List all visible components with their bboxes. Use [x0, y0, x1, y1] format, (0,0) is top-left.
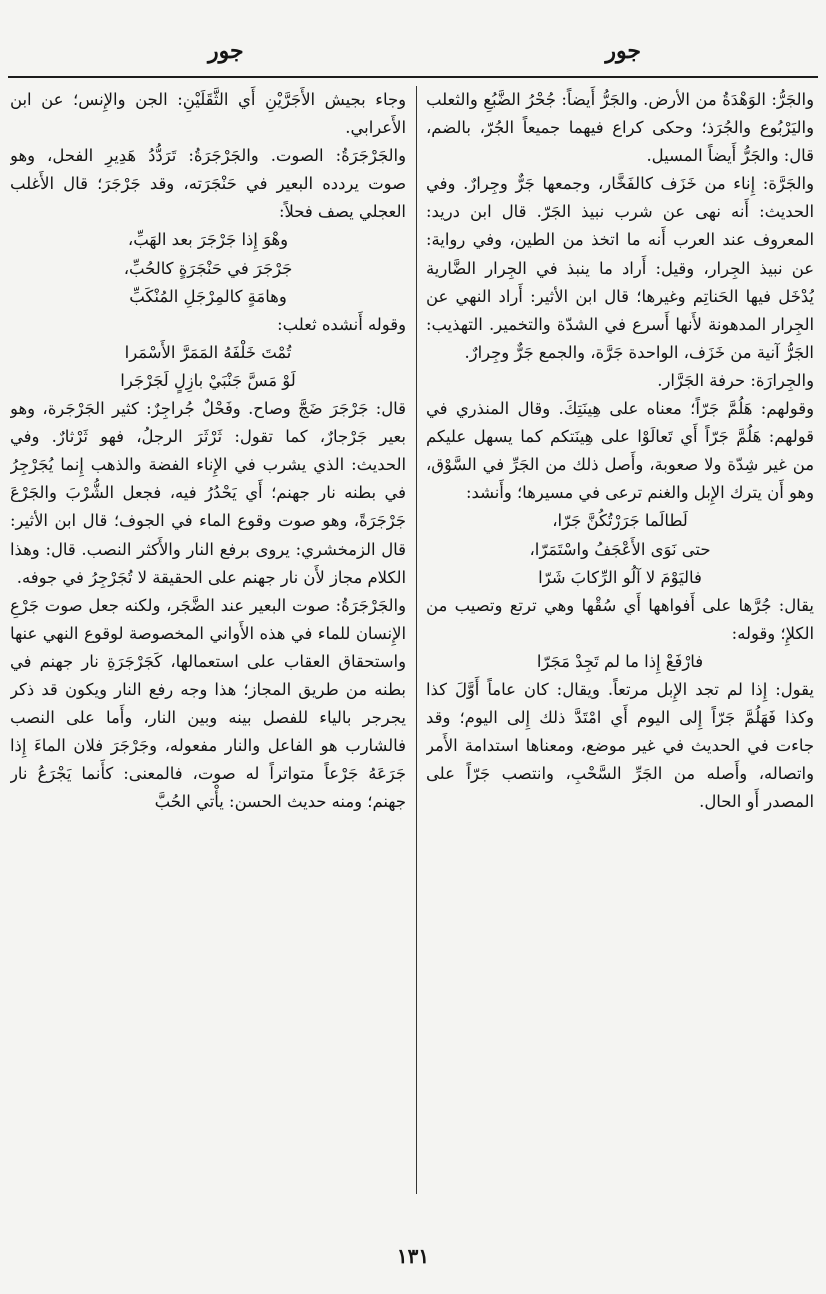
- verse-line: لَوْ مَسَّ جَنْبَيْ بازِلٍ لَجَرْجَرا: [120, 370, 296, 390]
- entry-paragraph: والجِرارَة: حرفة الجَرَّار.: [657, 370, 814, 390]
- entry-paragraph: وقولهم: هَلُمَّ جَرّاً؛ معناه على هِينَتِكَ. وقال المنذري في قولهم: هَلُمَّ جَرّاً أَي تَعالَوْا على هِينَتكم كما يسهل عليكم من غير شِدّة ولا صعوبة، وأَصل ذلك من الجَرِّ في السَّوْق، وهو أَن يترك الإِبل والغنم ترعى في مسيرها؛ وأَنشد:: [426, 399, 814, 503]
- verse-line: فاليَوْمَ لا آلُو الرِّكابَ شَرّا: [538, 567, 702, 587]
- entry-paragraph: يقال: جُرَّها على أَفواهها أَي سُقْها وهي ترتع وتصيب من الكلإِ؛ وقوله:: [426, 595, 814, 643]
- header-rule: [8, 76, 818, 78]
- header-root-word-left: جور: [208, 38, 244, 64]
- left-column: [10, 86, 406, 1194]
- verse-line: وهامَةٍ كالمِرْجَلِ المُنْكَبِّ: [129, 286, 287, 306]
- entry-paragraph: والجَرْجَرَةُ: الصوت. والجَرْجَرَةُ: تَرَدُّدُ هَدِيرِ الفحل، وهو صوت يردده البعير في حَنْجَرَته، وقد جَرْجَرَ؛ قال الأَغلب العجلي يصف فحلاً:: [10, 146, 406, 222]
- entry-paragraph: وقوله أَنشده ثعلب:: [277, 314, 406, 334]
- right-column: [426, 86, 814, 1194]
- verse-line: جَرْجَرَ في حَنْجَرَةٍ كالحُبِّ،: [123, 258, 293, 278]
- verse-line: وهْوَ إِذا جَرْجَرَ بعد الهَبِّ،: [127, 230, 289, 250]
- header-root-word-right: جور: [605, 38, 641, 64]
- entry-paragraph: يقول: إِذا لم تجد الإِبل مرتعاً. ويقال: كان عاماً أَوَّلَ كذا وكذا فَهَلُمَّ جَرّاً إِلى اليوم أَي امْتَدَّ ذلك إِلى اليوم؛ وقد جاءت في الحديث في غير موضع، ومعناها استدامة الأَمر واتصاله، وأَصله من الجَرِّ السَّحْبِ، وانتصب جَرّاً على المصدر أَو الحال.: [426, 679, 814, 812]
- page-number: ١٣١: [396, 1244, 430, 1268]
- column-divider: [416, 86, 417, 1194]
- entry-paragraph: والجَرُّ: الوَهْدَةُ من الأرض. والجَرُّ أَيضاً: جُحْرُ الضَّبُعِ والثعلب واليَرْبُوع والجُرَذ؛ وحكى كراع فيهما جميعاً الجُرّ، بالضم، قال: والجَرُّ أَيضاً المسيل.: [426, 90, 814, 166]
- entry-paragraph: وجاء بجيش الأَجَرَّيْنِ أَي الثَّقَلَيْنِ: الجن والإِنس؛ عن ابن الأَعرابي.: [10, 90, 406, 138]
- verse-line: تُمْتَ خَلْفَهُ المَمَرَّ الأَسْمَرا: [124, 342, 292, 362]
- verse-line: لَطالَما جَرَرْتُكُنَّ جَرّا،: [552, 511, 688, 531]
- entry-paragraph: والجَرْجَرَةُ: صوت البعير عند الضَّجَر، ولكنه جعل صوت جَرْعِ الإِنسان للماء في هذه الأَواني المخصوصة لوقوع النهي عنها واستحقاق العقاب على استعمالها، كَجَرْجَرَةِ نار جهنم في بطنه من طريق المجاز؛ هذا وجه رفع النار ويكون قد ذكر يجرجر بالياء للفصل بينه وبين النار، وأَما على النصب فالشارب هو الفاعل والنار مفعوله، وجَرْجَرَ فلان الماءَ إِذا جَرَعَهُ جَرْعاً متواتراً له صوت، فالمعنى: كأَنما يَجْرَعُ نار جهنم؛ ومنه حديث الحسن: يأْتي الحُبَّ: [10, 595, 406, 812]
- entry-paragraph: والجَرَّة: إِناء من خَزَف كالفَخَّار، وجمعها جَرٌّ وجِرارٌ. وفي الحديث: أَنه نهى عن شرب نبيذ الجَرّ. قال ابن دريد: المعروف عند العرب أَنه ما اتخذ من الطين، وفي رواية: عن نبيذ الجِرار، وقيل: أَراد ما ينبذ في الجِرار الضَّارية يُدْخَل فيها الحَناتِم وغيرها؛ قال ابن الأثير: أَراد النهي عن الجِرار المدهونة لأَنها أَسرع في الشدّة والتخمير. التهذيب: الجَرُّ آنية من خَزَف، الواحدة جَرَّة، والجمع جَرٌّ وجِرارٌ.: [426, 174, 814, 362]
- entry-paragraph: قال: جَرْجَرَ ضَجَّ وصاح. وفَحْلٌ جُراجِرٌ: كثير الجَرْجَرة، وهو بعير جَرْجارٌ، كما تقول: ثَرْثَرَ الرجلُ، فهو ثَرْثارٌ. وفي الحديث: الذي يشرب في الإِناء الفضة والذهب إِنما يُجَرْجِرُ في بطنه نار جهنم؛ أَي يَحْدُرُ فيه، فجعل الشُّرْبَ والجَرْعَ جَرْجَرَةً، وهو صوت وقوع الماء في الجوف؛ قال ابن الأثير: قال الزمخشري: يروى برفع النار والأَكثر النصب. قال: وهذا الكلام مجاز لأَن نار جهنم على الحقيقة لا تُجَرْجِرُ في جوفه.: [10, 399, 406, 587]
- verse-line: فارْفَعْ إِذا ما لم تَجِدْ مَجَرّا: [536, 651, 704, 671]
- verse-line: حتى نَوَى الأَعْجَفُ واسْتَمَرّا،: [529, 539, 711, 559]
